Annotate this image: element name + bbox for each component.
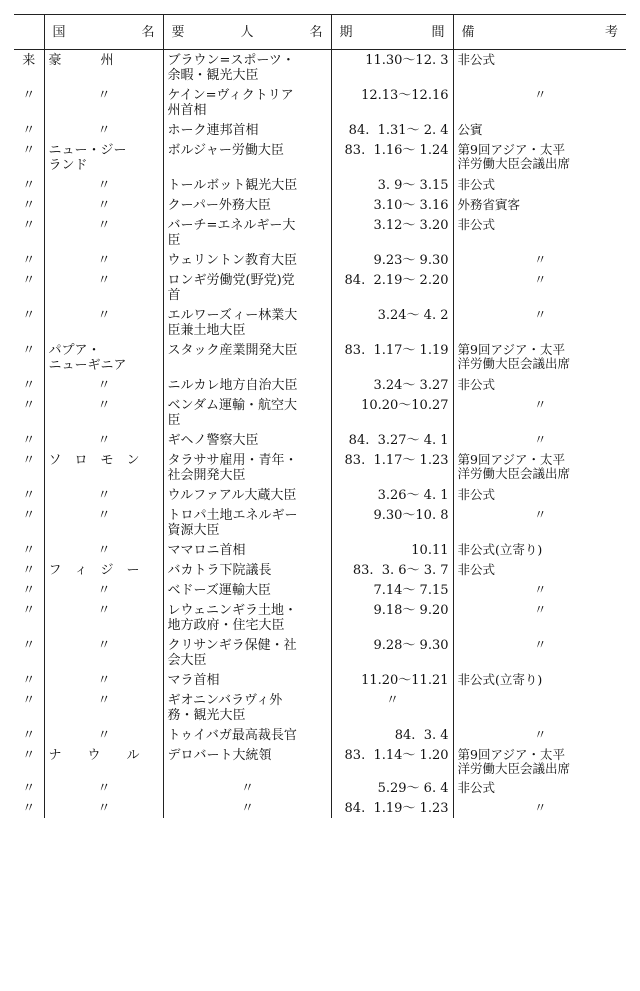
period-cell: 11.30～12. 3 [331, 50, 453, 86]
country-cell: 〃 [44, 778, 163, 798]
dignitary-cell: ケイン=ヴィクトリア 州首相 [163, 85, 331, 120]
remarks-cell: 第9回アジア・太平 洋労働大臣会議出席 [453, 745, 626, 778]
remarks-cell: 外務省賓客 [453, 195, 626, 215]
table-row [14, 485, 626, 505]
period-cell: 11.20～11.21 [331, 670, 453, 690]
period-cell: 9.23～ 9.30 [331, 250, 453, 270]
remarks-cell: 〃 [453, 85, 626, 120]
category-cell: 〃 [22, 781, 36, 796]
dignitary-cell: ホーク連邦首相 [163, 120, 331, 140]
table-row [14, 395, 626, 430]
remarks-cell: 〃 [453, 250, 626, 270]
category-cell: 〃 [22, 543, 36, 558]
country-cell: 〃 [44, 485, 163, 505]
country-cell: 〃 [44, 670, 163, 690]
country-cell: 〃 [44, 215, 163, 250]
country-cell: フ ィ ジ ー [44, 560, 163, 580]
category-cell: 〃 [22, 488, 36, 503]
period-cell: 3.12～ 3.20 [331, 215, 453, 250]
dignitary-cell: レウェニンギラ土地・ 地方政府・住宅大臣 [163, 600, 331, 635]
table-row [14, 140, 626, 175]
country-cell: ナ ウ ル [44, 745, 163, 778]
country-cell: パプア・ ニューギニア [44, 340, 163, 375]
category-cell: 〃 [22, 728, 36, 743]
period-cell: 83. 1.17～ 1.23 [331, 450, 453, 485]
period-cell: 83. 1.16～ 1.24 [331, 140, 453, 175]
category-cell: 〃 [22, 583, 36, 598]
dignitary-cell: ロンギ労働党(野党)党 首 [163, 270, 331, 305]
table-row [14, 670, 626, 690]
table-header-row [14, 15, 626, 50]
table-row [14, 600, 626, 635]
dignitary-cell: ブラウン=スポーツ・ 余暇・観光大臣 [163, 50, 331, 86]
dignitary-cell: ママロニ首相 [163, 540, 331, 560]
country-cell: 〃 [44, 505, 163, 540]
category-cell: 〃 [22, 433, 36, 448]
table-row [14, 85, 626, 120]
dignitary-cell: デロバート大統領 [163, 745, 331, 778]
country-cell: 〃 [44, 195, 163, 215]
dignitary-cell: ニルカレ地方自治大臣 [163, 375, 331, 395]
table-row [14, 120, 626, 140]
country-cell: 〃 [44, 375, 163, 395]
period-cell: 3.24～ 3.27 [331, 375, 453, 395]
country-cell: 〃 [44, 395, 163, 430]
category-cell: 〃 [22, 748, 36, 763]
remarks-cell: 〃 [453, 430, 626, 450]
period-cell: 83. 3. 6～ 3. 7 [331, 560, 453, 580]
remarks-cell: 〃 [453, 270, 626, 305]
period-cell: 3. 9～ 3.15 [331, 175, 453, 195]
dignitary-cell: トロパ土地エネルギー 資源大臣 [163, 505, 331, 540]
remarks-cell: 〃 [453, 505, 626, 540]
table-row [14, 375, 626, 395]
country-cell: 〃 [44, 120, 163, 140]
category-cell: 〃 [22, 308, 36, 323]
period-cell: 5.29～ 6. 4 [331, 778, 453, 798]
category-cell: 〃 [22, 143, 36, 158]
table-row [14, 560, 626, 580]
period-cell: 3.26～ 4. 1 [331, 485, 453, 505]
table-row [14, 725, 626, 745]
dignitary-cell: バーチ=エネルギー大 臣 [163, 215, 331, 250]
table-row [14, 635, 626, 670]
header-period: 期 間 [331, 15, 453, 50]
period-cell: 9.28～ 9.30 [331, 635, 453, 670]
remarks-cell: 非公式 [453, 50, 626, 86]
category-cell: 〃 [22, 638, 36, 653]
period-cell: 84. 3. 4 [331, 725, 453, 745]
period-cell: 7.14～ 7.15 [331, 580, 453, 600]
period-cell: 9.18～ 9.20 [331, 600, 453, 635]
remarks-cell: 第9回アジア・太平 洋労働大臣会議出席 [453, 450, 626, 485]
category-cell: 〃 [22, 801, 36, 816]
category-cell: 〃 [22, 508, 36, 523]
table-row [14, 270, 626, 305]
country-cell: 〃 [44, 798, 163, 818]
dignitary-cell: マラ首相 [163, 670, 331, 690]
period-cell: 83. 1.17～ 1.19 [331, 340, 453, 375]
dignitary-cell: スタック産業開発大臣 [163, 340, 331, 375]
country-cell: 〃 [44, 725, 163, 745]
category-cell: 〃 [22, 398, 36, 413]
dignitary-cell: ベンダム運輸・航空大 臣 [163, 395, 331, 430]
period-cell: 83. 1.14～ 1.20 [331, 745, 453, 778]
header-country: 国 名 [44, 15, 163, 50]
country-cell: 〃 [44, 175, 163, 195]
table-row [14, 195, 626, 215]
country-cell: 〃 [44, 305, 163, 340]
category-cell: 〃 [22, 563, 36, 578]
table-row [14, 540, 626, 560]
dignitary-cell: ボルジャー労働大臣 [163, 140, 331, 175]
remarks-cell: 〃 [453, 798, 626, 818]
category-cell: 来 [22, 53, 36, 68]
remarks-cell: 〃 [453, 395, 626, 430]
remarks-cell: 非公式 [453, 175, 626, 195]
country-cell: 〃 [44, 600, 163, 635]
period-cell: 10.20～10.27 [331, 395, 453, 430]
dignitary-cell: クリサンギラ保健・社 会大臣 [163, 635, 331, 670]
category-cell: 〃 [22, 178, 36, 193]
category-cell: 〃 [22, 378, 36, 393]
table-row [14, 450, 626, 485]
remarks-cell: 第9回アジア・太平 洋労働大臣会議出席 [453, 140, 626, 175]
remarks-cell: 〃 [453, 600, 626, 635]
table-row [14, 50, 626, 86]
country-cell: 〃 [44, 85, 163, 120]
period-cell: 9.30～10. 8 [331, 505, 453, 540]
remarks-cell: 非公式 [453, 778, 626, 798]
category-cell: 〃 [22, 218, 36, 233]
category-cell: 〃 [22, 453, 36, 468]
table-row [14, 340, 626, 375]
country-cell: 〃 [44, 690, 163, 725]
remarks-cell: 非公式 [453, 215, 626, 250]
dignitary-cell: 〃 [163, 798, 331, 818]
remarks-cell: 非公式 [453, 375, 626, 395]
dignitary-cell: 〃 [163, 778, 331, 798]
country-cell: 〃 [44, 250, 163, 270]
table-row [14, 580, 626, 600]
remarks-cell: 第9回アジア・太平 洋労働大臣会議出席 [453, 340, 626, 375]
table-row [14, 798, 626, 818]
category-cell: 〃 [22, 603, 36, 618]
table-row [14, 250, 626, 270]
period-cell: 12.13～12.16 [331, 85, 453, 120]
remarks-cell: 〃 [453, 635, 626, 670]
period-cell: 3.10～ 3.16 [331, 195, 453, 215]
header-blank [14, 15, 44, 50]
table-row [14, 175, 626, 195]
category-cell: 〃 [22, 673, 36, 688]
dignitary-cell: タラササ雇用・青年・ 社会開発大臣 [163, 450, 331, 485]
country-cell: 〃 [44, 430, 163, 450]
country-cell: 〃 [44, 540, 163, 560]
dignitary-cell: トールボット観光大臣 [163, 175, 331, 195]
table-row [14, 215, 626, 250]
period-cell: 〃 [331, 690, 453, 725]
header-dignitary: 要 人 名 [163, 15, 331, 50]
period-cell: 84. 1.31～ 2. 4 [331, 120, 453, 140]
remarks-cell: 〃 [453, 580, 626, 600]
dignitary-cell: エルワーズィー林業大 臣兼土地大臣 [163, 305, 331, 340]
category-cell: 〃 [22, 253, 36, 268]
dignitary-cell: ウェリントン教育大臣 [163, 250, 331, 270]
country-cell: 〃 [44, 635, 163, 670]
remarks-cell: 非公式(立寄り) [453, 540, 626, 560]
category-cell: 〃 [22, 273, 36, 288]
remarks-cell: 非公式 [453, 560, 626, 580]
country-cell: 豪 州 [44, 50, 163, 86]
country-cell: 〃 [44, 580, 163, 600]
dignitary-cell: ギヘノ警察大臣 [163, 430, 331, 450]
table-row [14, 505, 626, 540]
visitor-table [14, 14, 626, 818]
header-remarks: 備 考 [453, 15, 626, 50]
dignitary-cell: クーパー外務大臣 [163, 195, 331, 215]
table-row [14, 305, 626, 340]
period-cell: 3.24～ 4. 2 [331, 305, 453, 340]
country-cell: ニュー・ジー ランド [44, 140, 163, 175]
remarks-cell: 非公式 [453, 485, 626, 505]
dignitary-cell: トゥイバガ最高裁長官 [163, 725, 331, 745]
table-row [14, 430, 626, 450]
country-cell: ソ ロ モ ン [44, 450, 163, 485]
category-cell: 〃 [22, 693, 36, 708]
period-cell: 10.11 [331, 540, 453, 560]
period-cell: 84. 1.19～ 1.23 [331, 798, 453, 818]
category-cell: 〃 [22, 198, 36, 213]
dignitary-cell: ウルファアル大蔵大臣 [163, 485, 331, 505]
table-row [14, 745, 626, 778]
table-row [14, 778, 626, 798]
remarks-cell [453, 690, 626, 725]
dignitary-cell: ギオニンバラヴィ外 務・観光大臣 [163, 690, 331, 725]
period-cell: 84. 2.19～ 2.20 [331, 270, 453, 305]
remarks-cell: 公賓 [453, 120, 626, 140]
category-cell: 〃 [22, 88, 36, 103]
dignitary-cell: ベドーズ運輸大臣 [163, 580, 331, 600]
table-row [14, 690, 626, 725]
dignitary-cell: バカトラ下院議長 [163, 560, 331, 580]
category-cell: 〃 [22, 343, 36, 358]
remarks-cell: 〃 [453, 305, 626, 340]
remarks-cell: 〃 [453, 725, 626, 745]
remarks-cell: 非公式(立寄り) [453, 670, 626, 690]
country-cell: 〃 [44, 270, 163, 305]
category-cell: 〃 [22, 123, 36, 138]
period-cell: 84. 3.27～ 4. 1 [331, 430, 453, 450]
